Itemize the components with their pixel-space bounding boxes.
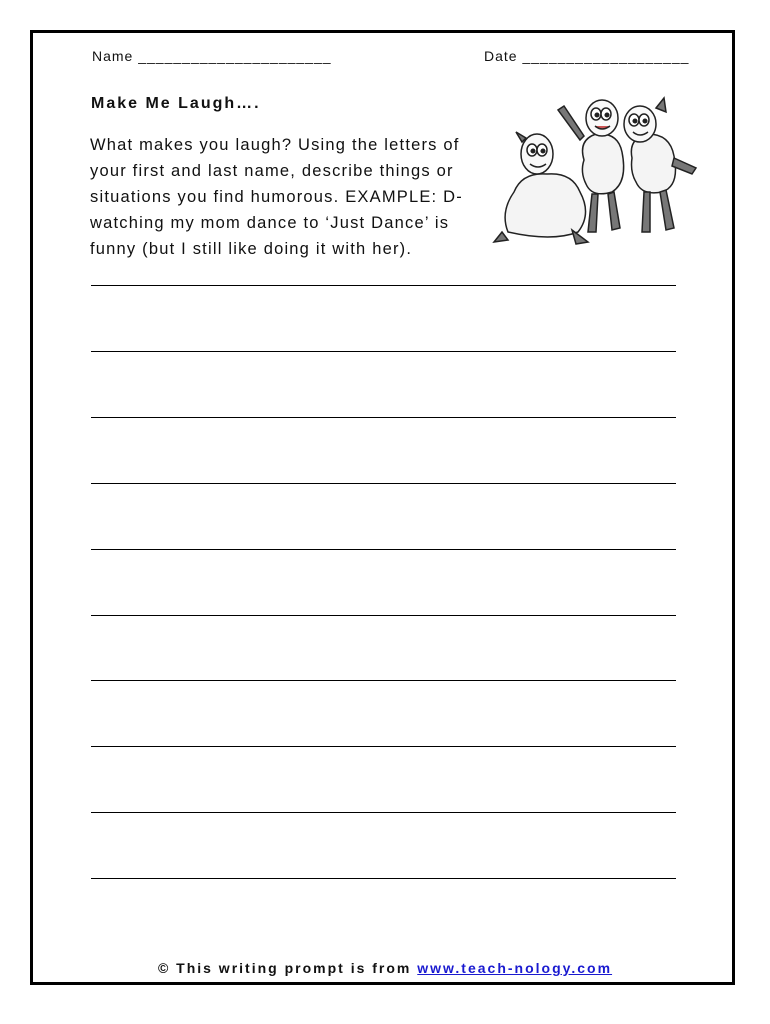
writing-line[interactable] xyxy=(91,680,676,681)
writing-line[interactable] xyxy=(91,878,676,879)
writing-prompt: What makes you laugh? Using the letters of your first and last name, describe things or situations you find humorous. EXAMPLE: D-watching my mom dance to ‘Just Dance’ is funny (but I still like doing it with her). xyxy=(90,136,463,258)
writing-line[interactable] xyxy=(91,351,676,352)
footer-link[interactable]: www.teach-nology.com xyxy=(417,960,613,976)
standing-sheep-right xyxy=(624,98,696,232)
writing-line[interactable] xyxy=(91,812,676,813)
writing-line[interactable] xyxy=(91,417,676,418)
writing-line[interactable] xyxy=(91,549,676,550)
writing-line[interactable] xyxy=(91,615,676,616)
writing-line[interactable] xyxy=(91,746,676,747)
footer-credit xyxy=(0,960,770,976)
sheep-cartoon-icon xyxy=(492,92,712,252)
name-field: Name ______________________ xyxy=(92,48,332,64)
sitting-sheep xyxy=(494,132,588,244)
writing-line[interactable] xyxy=(91,285,676,286)
writing-line[interactable] xyxy=(91,483,676,484)
worksheet-title: Make Me Laugh…. xyxy=(91,95,261,112)
date-field: Date ___________________ xyxy=(484,48,690,64)
footer-text: © This writing prompt is from xyxy=(157,960,418,976)
